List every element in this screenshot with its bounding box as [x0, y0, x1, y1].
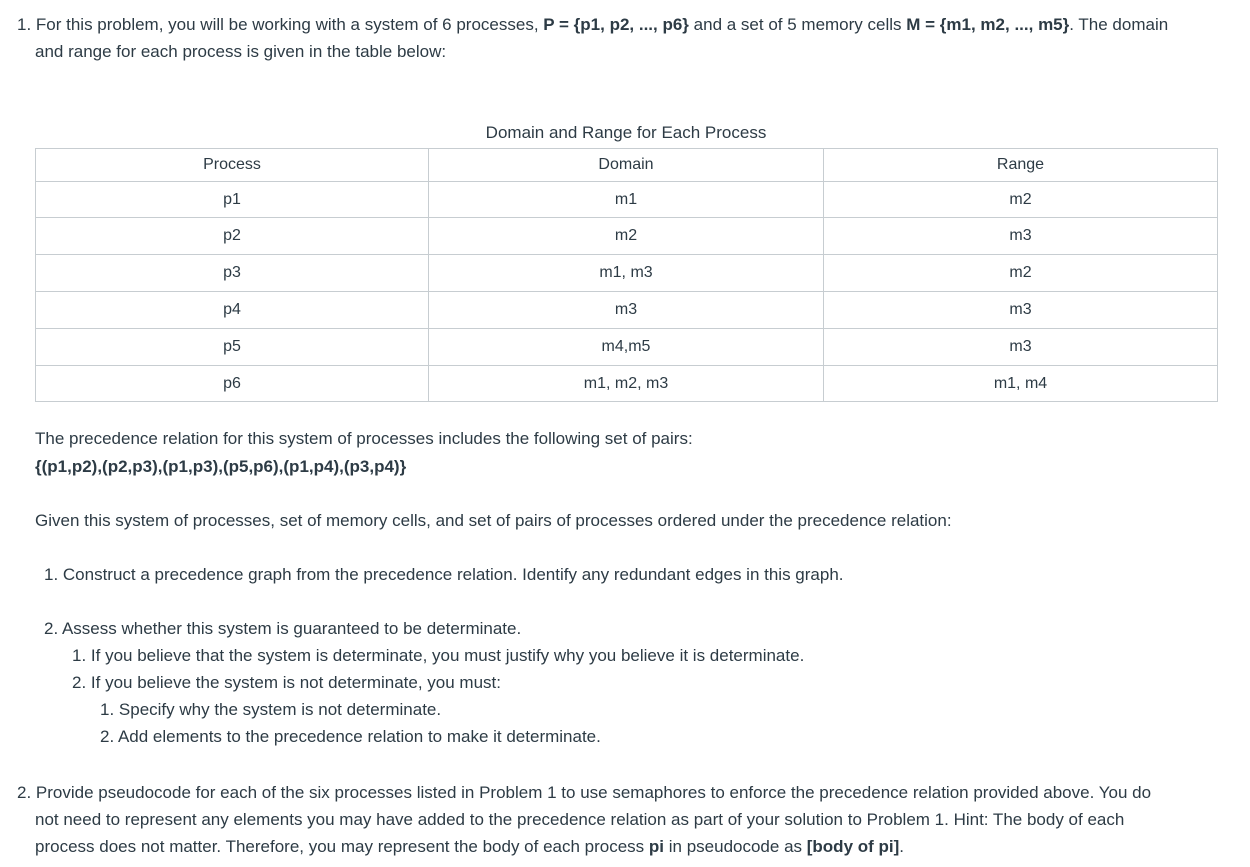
cell-domain: m1, m3	[429, 255, 824, 292]
problem1-intro-line2: and range for each process is given in the table below:	[35, 42, 447, 61]
table-row	[36, 292, 1218, 329]
memory-set: M = {m1, m2, ..., m5}	[906, 15, 1070, 34]
domain-range-table	[35, 148, 1218, 402]
problem2-line3	[17, 833, 1227, 860]
header-process: Process	[36, 149, 429, 182]
cell-domain: m2	[429, 218, 824, 255]
task-item-2-1: 1. If you believe that the system is determinate, you must justify why you believe it is determinate.	[72, 646, 805, 665]
table-caption: Domain and Range for Each Process	[485, 123, 767, 142]
cell-process: p3	[36, 255, 429, 292]
cell-range: m2	[824, 182, 1218, 218]
cell-process: p1	[36, 182, 429, 218]
cell-range: m3	[824, 329, 1218, 366]
table-row	[36, 366, 1218, 402]
precedence-description: The precedence relation for this system of processes includes the following set of pairs:	[35, 429, 693, 448]
body-placeholder: [body of pi]	[806, 837, 900, 856]
cell-range: m1, m4	[824, 366, 1218, 402]
task-item-2-2-1: 1. Specify why the system is not determinate.	[100, 700, 442, 719]
table-row	[36, 182, 1218, 218]
header-range: Range	[824, 149, 1218, 182]
task-item-2: 2. Assess whether this system is guaranteed to be determinate.	[44, 619, 522, 638]
cell-domain: m4,m5	[429, 329, 824, 366]
precedence-pairs: {(p1,p2),(p2,p3),(p1,p3),(p5,p6),(p1,p4),(p3,p4)}	[35, 457, 407, 476]
problem1-intro-line1	[17, 14, 1168, 36]
cell-domain: m1	[429, 182, 824, 218]
cell-process: p2	[36, 218, 429, 255]
intro-prefix: 1. For this problem, you will be working with a system of 6 processes,	[17, 15, 544, 34]
cell-range: m3	[824, 218, 1218, 255]
intro-suffix: . The domain	[1069, 15, 1169, 34]
problem2-line2: not need to represent any elements you may have added to the precedence relation as part of your solution to Problem 1. Hint: The body of each	[35, 810, 1125, 829]
process-set: P = {p1, p2, ..., p6}	[543, 15, 689, 34]
problem2-line3-suffix: .	[899, 837, 905, 856]
table-row	[36, 255, 1218, 292]
problem2	[17, 779, 1227, 860]
header-domain: Domain	[429, 149, 824, 182]
problem2-line3-prefix: process does not matter. Therefore, you may represent the body of each process	[35, 837, 649, 856]
cell-range: m3	[824, 292, 1218, 329]
task-item-2-2-2: 2. Add elements to the precedence relation to make it determinate.	[100, 727, 601, 746]
cell-domain: m1, m2, m3	[429, 366, 824, 402]
task-item-1: 1. Construct a precedence graph from the precedence relation. Identify any redundant edges in this graph.	[44, 565, 844, 584]
given-statement: Given this system of processes, set of memory cells, and set of pairs of processes ordered under the precedence relation:	[35, 511, 952, 530]
table-header-row	[36, 149, 1218, 182]
problem2-line1: 2. Provide pseudocode for each of the six processes listed in Problem 1 to use semaphores to enforce the precedence relation provided above. You do	[17, 783, 1152, 802]
problem2-line3-mid: in pseudocode as	[664, 837, 807, 856]
table-row	[36, 329, 1218, 366]
cell-range: m2	[824, 255, 1218, 292]
intro-mid: and a set of 5 memory cells	[688, 15, 907, 34]
task-item-2-2: 2. If you believe the system is not determinate, you must:	[72, 673, 501, 692]
cell-process: p6	[36, 366, 429, 402]
process-pi: pi	[648, 837, 665, 856]
table-row	[36, 218, 1218, 255]
cell-process: p4	[36, 292, 429, 329]
cell-process: p5	[36, 329, 429, 366]
cell-domain: m3	[429, 292, 824, 329]
